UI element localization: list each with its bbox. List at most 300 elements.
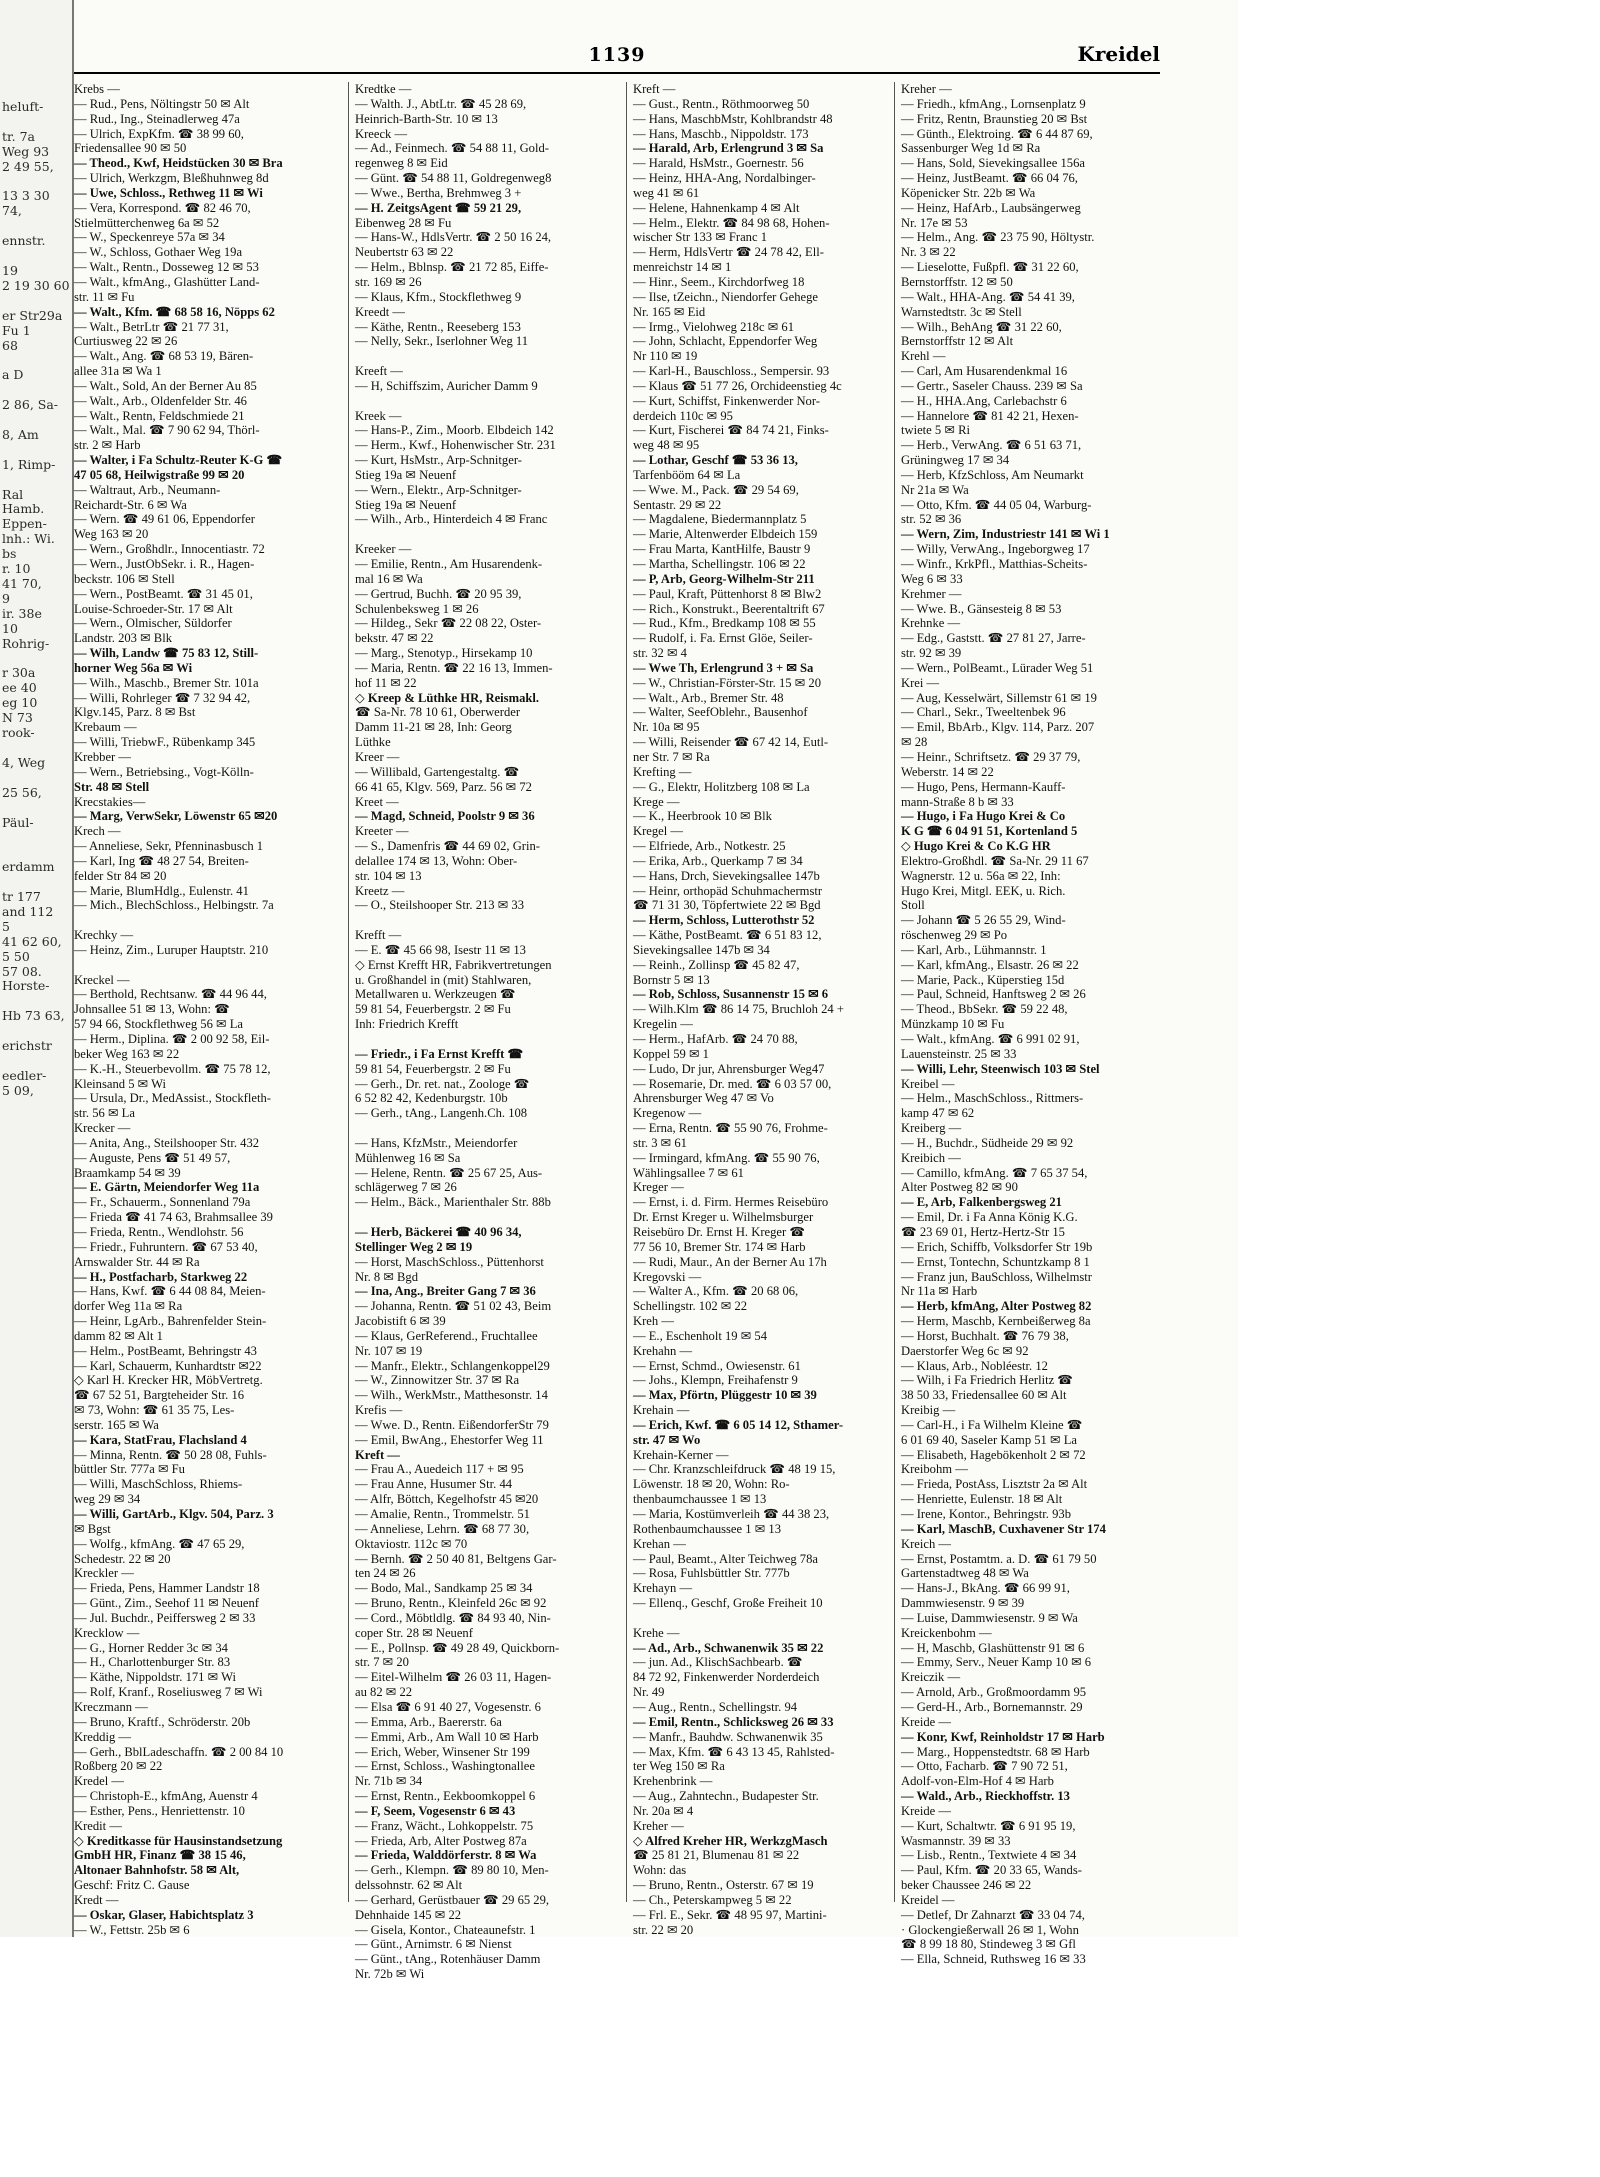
directory-entry-line: ◇ Karl H. Krecker HR, MöbVertretg. [74, 1373, 263, 1388]
directory-entry-line: weg 48 ✉ 95 [633, 438, 700, 453]
directory-entry-line: — Helm., PostBeamt, Behringstr 43 [74, 1343, 257, 1358]
directory-entry-line: — Walt., BetrLtr ☎ 21 77 31, [74, 319, 229, 334]
directory-entry-line: Kleinsand 5 ✉ Wi [74, 1076, 167, 1091]
directory-entry-line: — Emilie, Rentn., Am Husarendenk- [355, 557, 543, 571]
directory-entry-line: Sentastr. 29 ✉ 22 [633, 497, 722, 512]
surname-heading: Krebaum — [74, 720, 137, 735]
directory-entry-line: — Günt., Zim., Seehof 11 ✉ Neuenf [74, 1596, 259, 1611]
previous-page-fragment: ennstr. [2, 233, 46, 249]
directory-entry-line: — Marie, Altenwerder Elbdeich 159 [633, 527, 818, 542]
previous-page-fragment [2, 1054, 72, 1069]
surname-heading: Kreedt — [355, 304, 406, 319]
surname-heading: Kreger — [633, 1180, 684, 1195]
directory-entry-line: damm 82 ✉ Alt 1 [74, 1328, 163, 1343]
directory-entry-line: — Theod., Kwf, Heidstücken 30 ✉ Bra [74, 156, 283, 171]
directory-entry-line: Wählingsallee 7 ✉ 61 [633, 1165, 744, 1180]
directory-entry-line: — E., Eschenholt 19 ✉ 54 [633, 1328, 768, 1343]
previous-page-fragment: lnh.: Wi. [2, 531, 55, 547]
directory-entry-line: — Frieda, Pens, Hammer Landstr 18 [74, 1581, 260, 1596]
directory-entry-line: — Henriette, Eulenstr. 18 ✉ Alt [901, 1492, 1063, 1507]
directory-entry-line: — Rich., Konstrukt., Beerentaltrift 67 [633, 601, 825, 616]
surname-heading: Kreickenbohm — [901, 1625, 992, 1640]
directory-entry-line: — Camillo, kfmAng. ☎ 7 65 37 54, [901, 1165, 1088, 1180]
surname-heading: Kreich — [901, 1536, 952, 1551]
directory-entry-line: — Rob, Schloss, Susannenstr 15 ✉ 6 [633, 987, 829, 1002]
directory-entry-line: — Rolf, Kranf., Roseliusweg 7 ✉ Wi [74, 1685, 263, 1700]
directory-entry-line: — Gerhard, Gerüstbauer ☎ 29 65 29, [355, 1892, 550, 1907]
directory-entry-line: — Aug., Rentn., Schellingstr. 94 [633, 1699, 798, 1714]
previous-page-fragment: 9 [2, 590, 10, 606]
previous-page-fragment [2, 443, 72, 458]
surname-heading: Krehenbrink — [633, 1774, 713, 1789]
directory-entry-line: — Gisela, Kontor., Chateaunefstr. 1 [355, 1922, 536, 1937]
directory-entry-line: — Walt., Rentn, Feldschmiede 21 [74, 408, 245, 423]
directory-entry-line: — F, Seem, Vogesenstr 6 ✉ 43 [355, 1803, 516, 1818]
directory-entry-line: Wagnerstr. 12 u. 56a ✉ 22, Inh: [901, 868, 1061, 883]
directory-entry-line: — Horst, MaschSchloss., Püttenhorst [355, 1254, 544, 1269]
directory-entry-line: — Walt., Ang. ☎ 68 53 19, Bären- [74, 349, 254, 364]
directory-entry-line: — Karl, Ing ☎ 48 27 54, Breiten- [74, 853, 249, 868]
directory-entry-line: Altonaer Bahnhofstr. 58 ✉ Alt, [74, 1863, 240, 1878]
directory-entry-line: Nr. 10a ✉ 95 [633, 720, 700, 735]
directory-entry-line: — Johanna, Rentn. ☎ 51 02 43, Beim [355, 1299, 552, 1314]
previous-page-fragment [2, 294, 72, 309]
surname-heading: Krechky — [74, 928, 134, 943]
directory-entry-line: — Ch., Peterskampweg 5 ✉ 22 [633, 1892, 792, 1907]
directory-entry-line: · Glockengießerwall 26 ✉ 1, Wohn [901, 1922, 1079, 1937]
directory-entry-line: — Elfriede, Arb., Notkestr. 25 [633, 839, 786, 854]
directory-entry-line: büttler Str. 777a ✉ Fu [74, 1462, 185, 1477]
directory-entry-line: — Bernh. ☎ 2 50 40 81, Beltgens Gar- [355, 1551, 557, 1566]
directory-entry-line: ☎ 23 69 01, Hertz-Hertz-Str 15 [901, 1224, 1065, 1239]
directory-entry-line: — Otto, Facharb. ☎ 7 90 72 51, [901, 1759, 1068, 1774]
directory-entry-line: — Wilh., BehAng ☎ 31 22 60, [901, 319, 1062, 334]
directory-entry-line: — Johann ☎ 5 26 55 29, Wind- [901, 913, 1066, 928]
directory-entry-line: kamp 47 ✉ 62 [901, 1106, 975, 1121]
directory-entry-line: — Walt., kfmAng., Glashütter Land- [74, 274, 260, 289]
directory-entry-line: Grüningweg 17 ✉ 34 [901, 453, 1010, 468]
previous-page-fragment: 19 [2, 262, 18, 278]
directory-entry-line: — Magdalene, Biedermannplatz 5 [633, 512, 807, 527]
previous-page-fragment: N 73 [2, 710, 33, 726]
directory-entry-line: Metallwaren u. Werkzeugen ☎ [355, 987, 516, 1002]
directory-entry-line: bekstr. 47 ✉ 22 [355, 631, 434, 646]
previous-page-text-fragments [0, 0, 72, 1099]
surname-heading: Krebs — [74, 82, 120, 96]
previous-page-fragment: 68 [2, 337, 18, 353]
blank-line [74, 913, 340, 928]
directory-entry-line: — Otto, Kfm. ☎ 44 05 04, Warburg- [901, 497, 1092, 512]
directory-entry-line: 47 05 68, Heilwigstraße 99 ✉ 20 [74, 467, 245, 482]
directory-entry-line: Nr 21a ✉ Wa [901, 482, 969, 497]
directory-entry-line: Roßberg 20 ✉ 22 [74, 1759, 163, 1774]
directory-entry-line: — Heinz, JustBeamt. ☎ 66 04 76, [901, 171, 1078, 186]
directory-entry-line: — Paul, Beamt., Alter Teichweg 78a [633, 1551, 818, 1566]
directory-entry-line: Tarfenbööm 64 ✉ La [633, 467, 741, 482]
directory-entry-line: — Emil, Rentn., Schlicksweg 26 ✉ 33 [633, 1714, 834, 1729]
previous-page-fragment [2, 875, 72, 890]
directory-entry-line: — Wern., Elektr., Arp-Schnitger- [355, 482, 522, 497]
directory-entry-line: serstr. 165 ✉ Wa [74, 1417, 159, 1432]
directory-entry-line: — Ernst, Postamtm. a. D. ☎ 61 79 50 [901, 1551, 1097, 1566]
directory-entry-line: — Helm., Ang. ☎ 23 75 90, Höltystr. [901, 230, 1095, 245]
directory-entry-line: — Hans-P., Zim., Moorb. Elbdeich 142 [355, 423, 554, 438]
directory-entry-line: Nr. 71b ✉ 34 [355, 1774, 423, 1789]
surname-heading: Kreidel — [901, 1892, 955, 1907]
directory-entry-line: — Aug, Kesselwärt, Sillemstr 61 ✉ 19 [901, 690, 1097, 705]
directory-entry-line: Str. 48 ✉ Stell [74, 779, 150, 794]
directory-entry-line: — Willi, Reisender ☎ 67 42 14, Eutl- [633, 735, 829, 750]
previous-page-fragment [2, 830, 72, 845]
directory-entry-line: — Heinr, LgArb., Bahrenfelder Stein- [74, 1314, 267, 1329]
directory-entry-line: — W., Christian-Förster-Str. 15 ✉ 20 [633, 675, 822, 690]
previous-page-fragment: erichstr [2, 1038, 52, 1054]
directory-entry-line: str. 7 ✉ 20 [355, 1655, 409, 1670]
directory-entry-line: — Marie, BlumHdlg., Eulenstr. 41 [74, 883, 249, 898]
previous-page-fragment: 57 08. [2, 963, 42, 979]
previous-page-fragment [2, 353, 72, 368]
previous-page-fragment: ir. 38e [2, 605, 42, 621]
directory-entry-line: — Johs., Klempn, Freihafenstr 9 [633, 1373, 798, 1388]
directory-entry-line: — Kurt, Fischerei ☎ 84 74 21, Finks- [633, 423, 829, 438]
directory-entry-line: — Ernst, Rentn., Eekboomkoppel 6 [355, 1789, 536, 1804]
directory-entry-line: Neubertstr 63 ✉ 22 [355, 245, 454, 260]
blank-line [355, 1032, 621, 1047]
directory-entry-line: — Wern., Olmischer, Süldorfer [74, 616, 232, 631]
directory-entry-line: wischer Str 133 ✉ Franc 1 [633, 230, 768, 245]
previous-page-fragment: 4, Weg [2, 754, 46, 770]
directory-entry-line: str. 11 ✉ Fu [74, 289, 135, 304]
directory-entry-line: — Gerd-H., Arb., Bornemannstr. 29 [901, 1699, 1083, 1714]
directory-entry-line: — Rudolf, i. Fa. Ernst Glöe, Seiler- [633, 631, 813, 646]
directory-entry-line: au 82 ✉ 22 [355, 1685, 413, 1700]
directory-entry-line: ☎ 8 99 18 80, Stindeweg 3 ✉ Gfl [901, 1937, 1076, 1952]
directory-entry-line: — Emmi, Arb., Am Wall 10 ✉ Harb [355, 1729, 539, 1744]
directory-entry-line: — Hans, KfzMstr., Meiendorfer [355, 1135, 518, 1150]
surname-heading: Kreeker — [355, 542, 412, 557]
directory-entry-line: str. 2 ✉ Harb [74, 438, 141, 453]
directory-entry-line: — E. ☎ 45 66 98, Isestr 11 ✉ 13 [355, 942, 526, 957]
directory-entry-line: — Anita, Ang., Steilshooper Str. 432 [74, 1135, 260, 1150]
previous-page-fragment: ee 40 [2, 680, 37, 696]
directory-entry-line: ☎ Sa-Nr. 78 10 61, Oberwerder [355, 705, 521, 720]
directory-entry-line: Lüthke [355, 735, 391, 750]
directory-entry-line: — Käthe, PostBeamt. ☎ 6 51 83 12, [633, 928, 822, 943]
directory-entry-line: beker Chaussee 246 ✉ 22 [901, 1878, 1032, 1893]
directory-entry-line: Warnstedtstr. 3c ✉ Stell [901, 304, 1022, 319]
directory-entry-line: 57 94 66, Stockflethweg 56 ✉ La [74, 1017, 243, 1032]
surname-heading: Kreckel — [74, 972, 130, 987]
directory-entry-line: — Erich, Weber, Winsener Str 199 [355, 1744, 530, 1759]
directory-entry-line: 6 01 69 40, Saseler Kamp 51 ✉ La [901, 1432, 1077, 1447]
directory-entry-line: delallee 174 ✉ 13, Wohn: Ober- [355, 853, 518, 868]
surname-heading: Kregovski — [633, 1269, 702, 1284]
directory-entry-line: — Manfr., Elektr., Schlangenkoppel29 [355, 1358, 550, 1373]
directory-entry-line: — Walter, i Fa Schultz-Reuter K-G ☎ [74, 453, 283, 468]
directory-entry-line: — Bruno, Rentn., Kleinfeld 26c ✉ 92 [355, 1596, 547, 1611]
directory-entry-line: Dammwiesenstr. 9 ✉ 39 [901, 1596, 1025, 1611]
directory-entry-line: — Willi, GartArb., Klgv. 504, Parz. 3 [74, 1507, 274, 1521]
previous-page-fragment: bs [2, 546, 17, 562]
directory-entry-line: — Nelly, Sekr., Iserlohner Weg 11 [355, 334, 529, 349]
directory-entry-line: 84 72 92, Finkenwerder Norderdeich [633, 1670, 820, 1685]
previous-page-fragment [2, 1024, 72, 1039]
directory-entry-line: — Hans, MaschbMstr, Kohlbrandstr 48 [633, 111, 833, 126]
directory-entry-line: — Herb, KfzSchloss, Am Neumarkt [901, 467, 1084, 482]
directory-entry-line: — Karl, Arb., Lühmannstr. 1 [901, 942, 1047, 957]
directory-entry-line: — Manfr., Bauhdw. Schwanenwik 35 [633, 1729, 823, 1744]
directory-entry-line: felder Str 84 ✉ 20 [74, 868, 167, 883]
directory-entry-line: — Ulrich, Werkzgm, Bleßhuhnweg 8d [74, 171, 269, 186]
directory-entry-line: — Bruno, Rentn., Osterstr. 67 ✉ 19 [633, 1878, 814, 1893]
directory-entry-line: — W., Zinnowitzer Str. 37 ✉ Ra [355, 1373, 520, 1388]
page-keyword: Kreidel [1077, 42, 1160, 66]
blank-line [355, 1210, 621, 1225]
directory-entry-line: — Wald., Arb., Rieckhoffstr. 13 [901, 1789, 1070, 1804]
directory-entry-line: — Gertr., Saseler Chauss. 239 ✉ Sa [901, 378, 1083, 393]
directory-entry-line: — Helm., MaschSchloss., Rittmers- [901, 1091, 1084, 1106]
directory-entry-line: — Eitel-Wilhelm ☎ 26 03 11, Hagen- [355, 1670, 552, 1685]
directory-entry-line: ◇ Hugo Krei & Co K.G HR [901, 839, 1051, 854]
directory-entry-line: — Theod., BbSekr. ☎ 59 22 48, [901, 1002, 1068, 1017]
directory-entry-line: — G., Horner Redder 3c ✉ 34 [74, 1640, 228, 1655]
directory-entry-line: — Arnold, Arb., Großmoordamm 95 [901, 1685, 1087, 1700]
surname-heading: Kreft — [633, 82, 676, 96]
directory-entry-line: — Wwe. M., Pack. ☎ 29 54 69, [633, 482, 799, 497]
directory-entry-line: — Walt., Arb., Oldenfelder Str. 46 [74, 393, 247, 408]
directory-entry-line: thenbaumchaussee 1 ✉ 13 [633, 1492, 767, 1507]
previous-page-fragment: eedler- [2, 1067, 47, 1083]
directory-entry-line: — Klaus, Kfm., Stockflethweg 9 [355, 289, 522, 304]
directory-entry-line: ter Weg 150 ✉ Ra [633, 1759, 725, 1774]
previous-page-fragment: rook- [2, 725, 35, 741]
directory-entry-line: — Willi, TriebwF., Rübenkamp 345 [74, 735, 256, 750]
directory-entry-line: str. 56 ✉ La [74, 1106, 135, 1121]
directory-entry-line: ten 24 ✉ 26 [355, 1566, 416, 1581]
directory-entry-line: mann-Straße 8 b ✉ 33 [901, 794, 1014, 809]
directory-entry-line: Hugo Krei, Mitgl. EEK, u. Rich. [901, 883, 1066, 898]
surname-heading: Kreft — [355, 1447, 400, 1462]
directory-entry-line: — Ludo, Dr jur, Ahrensburger Weg47 [633, 1061, 825, 1076]
directory-entry-line: Schulenbeksweg 1 ✉ 26 [355, 601, 479, 616]
directory-entry-line: Dr. Ernst Kreger u. Wilhelmsburger [633, 1210, 814, 1225]
directory-entry-line: twiete 5 ✉ Ri [901, 423, 970, 438]
directory-entry-line: — Lisb., Rentn., Textwiete 4 ✉ 34 [901, 1848, 1077, 1863]
directory-entry-line: Koppel 59 ✉ 1 [633, 1046, 709, 1061]
directory-entry-line: — O., Steilshooper Str. 213 ✉ 33 [355, 898, 525, 913]
directory-entry-line: — Herm., Kwf., Hohenwischer Str. 231 [355, 438, 556, 453]
directory-entry-line: Löwenstr. 18 ✉ 20, Wohn: Ro- [633, 1477, 790, 1492]
directory-entry-line: — Konr, Kwf, Reinholdstr 17 ✉ Harb [901, 1729, 1105, 1744]
previous-page-fragment: Weg 93 [2, 143, 50, 159]
directory-entry-line: — Karl-H., Bauschloss., Sempersir. 93 [633, 364, 830, 379]
directory-entry-line: — G., Elektr, Holitzberg 108 ✉ La [633, 779, 810, 794]
directory-entry-line: — Herb., VerwAng. ☎ 6 51 63 71, [901, 438, 1082, 453]
directory-entry-line: — Walt., HHA-Ang. ☎ 54 41 39, [901, 289, 1075, 304]
directory-entry-line: — Erich, Kwf. ☎ 6 05 14 12, Sthamer- [633, 1417, 844, 1432]
directory-entry-line: — Maria, Kostümverleih ☎ 44 38 23, [633, 1507, 830, 1521]
directory-entry-line: — Walter, SeefOblehr., Bausenhof [633, 705, 808, 720]
directory-entry-line: Daerstorfer Weg 6c ✉ 92 [901, 1343, 1029, 1358]
directory-entry-line: — Heinz, Zim., Luruper Hauptstr. 210 [74, 942, 269, 957]
surname-heading: Kredt — [74, 1892, 119, 1907]
directory-entry-line: — Max, Pförtn, Plüggestr 10 ✉ 39 [633, 1388, 817, 1403]
previous-page-fragment: 25 56, [2, 784, 42, 800]
directory-entry-line: — Auguste, Pens ☎ 51 49 57, [74, 1150, 231, 1165]
previous-page-fragment: 41 70, [2, 576, 42, 591]
directory-entry-line: — Willibald, Gartengestaltg. ☎ [355, 764, 520, 779]
directory-entry-line: — Emmy, Serv., Neuer Kamp 10 ✉ 6 [901, 1655, 1092, 1670]
directory-entry-line: — Walt., Arb., Bremer Str. 48 [633, 690, 784, 705]
previous-page-fragment: 5 09, [2, 1082, 34, 1098]
directory-entry-line: — Hans-J., BkAng. ☎ 66 99 91, [901, 1581, 1070, 1596]
directory-page [74, 0, 1238, 1982]
directory-entry-line: — Ilse, tZeichn., Niendorfer Gehege [633, 289, 818, 304]
directory-entry-line: Curtiusweg 22 ✉ 26 [74, 334, 178, 349]
directory-entry-line: — Wilh., Arb., Hinterdeich 4 ✉ Franc [355, 512, 548, 527]
column-2 [348, 82, 621, 1982]
directory-entry-line: str. 52 ✉ 36 [901, 512, 962, 527]
directory-entry-line: Landstr. 203 ✉ Blk [74, 631, 173, 646]
directory-entry-line: — Rud., Pens, Nöltingstr 50 ✉ Alt [74, 96, 250, 111]
directory-entry-line: delssohnstr. 62 ✉ Alt [355, 1878, 463, 1893]
directory-entry-line: — Günt., tAng., Rotenhäuser Damm [355, 1952, 541, 1967]
directory-entry-line: — H., Buchdr., Südheide 29 ✉ 92 [901, 1135, 1074, 1150]
surname-heading: Krehain — [633, 1403, 690, 1418]
directory-entry-line: ◇ Kreep & Lüthke HR, Reismakl. [355, 690, 540, 705]
previous-page-fragment: Hamb. [2, 501, 45, 517]
directory-entry-line: — Erika, Arb., Querkamp 7 ✉ 34 [633, 853, 803, 868]
directory-entry-line: — Ernst, Schmd., Owiesenstr. 61 [633, 1358, 801, 1373]
directory-entry-line: — Klaus ☎ 51 77 26, Orchideenstieg 4c [633, 378, 842, 393]
previous-page-fragment: a D [2, 367, 24, 383]
directory-entry-line: — Wern, Zim, Industriestr 141 ✉ Wi 1 [901, 527, 1110, 542]
previous-page-fragment: heluft- [2, 99, 44, 114]
directory-entry-line: — Frieda, Arb, Alter Postweg 87a [355, 1833, 527, 1848]
directory-entry-line: — Klaus, GerReferend., Fruchtallee [355, 1328, 538, 1343]
directory-entry-line: — Hans, Maschb., Nippoldstr. 173 [633, 126, 809, 141]
directory-entry-line: — H., Postfacharb, Starkweg 22 [74, 1269, 248, 1284]
directory-entry-line: dorfer Weg 11a ✉ Ra [74, 1299, 183, 1314]
directory-entry-line: — Heinz, HHA-Ang, Nordalbinger- [633, 171, 816, 186]
surname-heading: Krefft — [355, 928, 402, 943]
directory-entry-line: — Erich, Schiffb, Volksdorfer Str 19b [901, 1239, 1093, 1254]
directory-entry-line: — Hildeg., Sekr ☎ 22 08 22, Oster- [355, 616, 542, 631]
directory-entry-line: — Wern., PostBeamt. ☎ 31 45 01, [74, 586, 253, 601]
previous-page-fragment: Fu 1 [2, 322, 31, 338]
surname-heading: Krehnke — [901, 616, 961, 631]
previous-page-fragment [2, 383, 72, 398]
directory-entry-line: — Frau A., Auedeich 117 + ✉ 95 [355, 1462, 524, 1477]
directory-entry-line: — Walth. J., AbtLtr. ☎ 45 28 69, [355, 96, 527, 111]
directory-entry-line: — Esther, Pens., Henriettenstr. 10 [74, 1803, 245, 1818]
surname-heading: Kreiczik — [901, 1670, 961, 1685]
directory-entry-line: Nr. 165 ✉ Eid [633, 304, 706, 319]
directory-entry-line: Nr. 72b ✉ Wi [355, 1967, 425, 1982]
directory-entry-line: Friedensallee 90 ✉ 50 [74, 141, 187, 156]
directory-entry-line: — Hannelore ☎ 81 42 21, Hexen- [901, 408, 1079, 423]
directory-entry-line: — Käthe, Rentn., Reeseberg 153 [355, 319, 521, 334]
directory-entry-line: Stieg 19a ✉ Neuenf [355, 467, 457, 482]
directory-entry-line: Schellingstr. 102 ✉ 22 [633, 1299, 748, 1314]
directory-entry-line: ☎ 25 81 21, Blumenau 81 ✉ 22 [633, 1848, 800, 1863]
directory-entry-line: — Emil, BbArb., Klgv. 114, Parz. 207 [901, 720, 1095, 735]
directory-entry-line: Reisebüro Dr. Ernst H. Kreger ☎ [633, 1224, 806, 1239]
directory-entry-line: — Wolfg., kfmAng. ☎ 47 65 29, [74, 1536, 245, 1551]
directory-entry-line: — Fritz, Rentn, Braunstieg 20 ✉ Bst [901, 111, 1088, 126]
directory-entry-line: — Cord., Möbtldlg. ☎ 84 93 40, Nin- [355, 1610, 551, 1625]
directory-entry-line: — Minna, Rentn. ☎ 50 28 08, Fuhls- [74, 1447, 267, 1462]
directory-entry-line: — Emil, BwAng., Ehestorfer Weg 11 [355, 1432, 544, 1447]
previous-page-fragment: Rohrig- [2, 635, 50, 651]
column-4 [894, 82, 1161, 1967]
surname-heading: Kreeter — [355, 824, 409, 839]
directory-entry-line: Geschf: Fritz C. Gause [74, 1878, 190, 1893]
surname-heading: Kreide — [901, 1803, 952, 1818]
directory-entry-line: — Gerh., tAng., Langenh.Ch. 108 [355, 1106, 528, 1121]
directory-entry-line: — Ulrich, ExpKfm. ☎ 38 99 60, [74, 126, 244, 141]
directory-entry-line: 38 50 33, Friedensallee 60 ✉ Alt [901, 1388, 1067, 1403]
directory-entry-line: Weg 163 ✉ 20 [74, 527, 149, 542]
directory-entry-line: — Kurt, Schaltwtr. ☎ 6 91 95 19, [901, 1818, 1076, 1833]
directory-entry-line: Lauensteinstr. 25 ✉ 33 [901, 1046, 1017, 1061]
directory-entry-line: — Wern., Betriebsing., Vogt-Kölln- [74, 764, 254, 779]
directory-entry-line: ☎ 71 31 30, Töpfertwiete 22 ✉ Bgd [633, 898, 821, 913]
directory-entry-line: — Karl, MaschB, Cuxhavener Str 174 [901, 1521, 1106, 1536]
directory-entry-line: — H, Schiffszim, Auricher Damm 9 [355, 378, 538, 393]
directory-entry-line: — Elsa ☎ 6 91 40 27, Vogesenstr. 6 [355, 1699, 541, 1714]
directory-entry-line: — Willi, Lehr, Steenwisch 103 ✉ Stel [901, 1061, 1100, 1076]
directory-entry-line: — Frieda, Rentn., Wendlohstr. 56 [74, 1224, 244, 1239]
directory-entry-line: — Kara, StatFrau, Flachsland 4 [74, 1432, 247, 1447]
directory-entry-line: schlägerweg 7 ✉ 26 [355, 1180, 457, 1195]
directory-entry-line: — Wilh, i Fa Friedrich Herlitz ☎ [901, 1373, 1073, 1388]
directory-entry-line: — Frl. E., Sekr. ☎ 48 95 97, Martini- [633, 1907, 827, 1922]
blank-line [355, 527, 621, 542]
blank-line [355, 1121, 621, 1136]
directory-entry-line: — Frau Marta, KantHilfe, Baustr 9 [633, 542, 811, 557]
directory-entry-line: Weberstr. 14 ✉ 22 [901, 764, 994, 779]
surname-heading: Kredtke — [355, 82, 412, 96]
directory-entry-line: Braamkamp 54 ✉ 39 [74, 1165, 181, 1180]
previous-page-fragment [2, 249, 72, 264]
previous-page-fragment: tr. 7a [2, 128, 35, 144]
directory-entry-line: — Walter A., Kfm. ☎ 20 68 06, [633, 1284, 799, 1299]
directory-entry-line: — Harald, HsMstr., Goernestr. 56 [633, 156, 804, 171]
previous-page-fragment [2, 413, 72, 428]
directory-entry-line: GmbH HR, Finanz ☎ 38 15 46, [74, 1848, 246, 1863]
previous-page-fragment: 2 19 30 60 [2, 277, 70, 293]
surname-heading: Kreddig — [74, 1729, 132, 1744]
previous-page-fragment: 1, Rimp- [2, 456, 56, 472]
directory-entry-line: — Herm, Schloss, Lutterothstr 52 [633, 913, 815, 928]
directory-entry-line: Bernstorffstr. 12 ✉ 50 [901, 274, 1013, 289]
directory-entry-line: — Hugo, Pens, Hermann-Kauff- [901, 779, 1066, 794]
directory-entry-line: str. 92 ✉ 39 [901, 646, 962, 661]
previous-page-fragment [2, 219, 72, 234]
directory-entry-line: — Helene, Rentn. ☎ 25 67 25, Aus- [355, 1165, 543, 1180]
directory-entry-line: str. 47 ✉ Wo [633, 1432, 701, 1447]
previous-page-fragment [2, 801, 72, 816]
directory-entry-line: — Anneliese, Sekr, Pfenninasbusch 1 [74, 839, 264, 854]
directory-entry-line: — Gertrud, Buchh. ☎ 20 95 39, [355, 586, 522, 601]
directory-entry-line: — Waltraut, Arb., Neumann- [74, 482, 221, 497]
previous-page-fragment [2, 115, 72, 130]
directory-entry-line: — Wwe., Bertha, Brehmweg 3 + [355, 185, 522, 200]
directory-entry-line: — Walt., Kfm. ☎ 68 58 16, Nöpps 62 [74, 304, 275, 319]
surname-heading: Kreet — [355, 794, 399, 809]
directory-entry-line: — Ad., Arb., Schwanenwik 35 ✉ 22 [633, 1640, 824, 1655]
